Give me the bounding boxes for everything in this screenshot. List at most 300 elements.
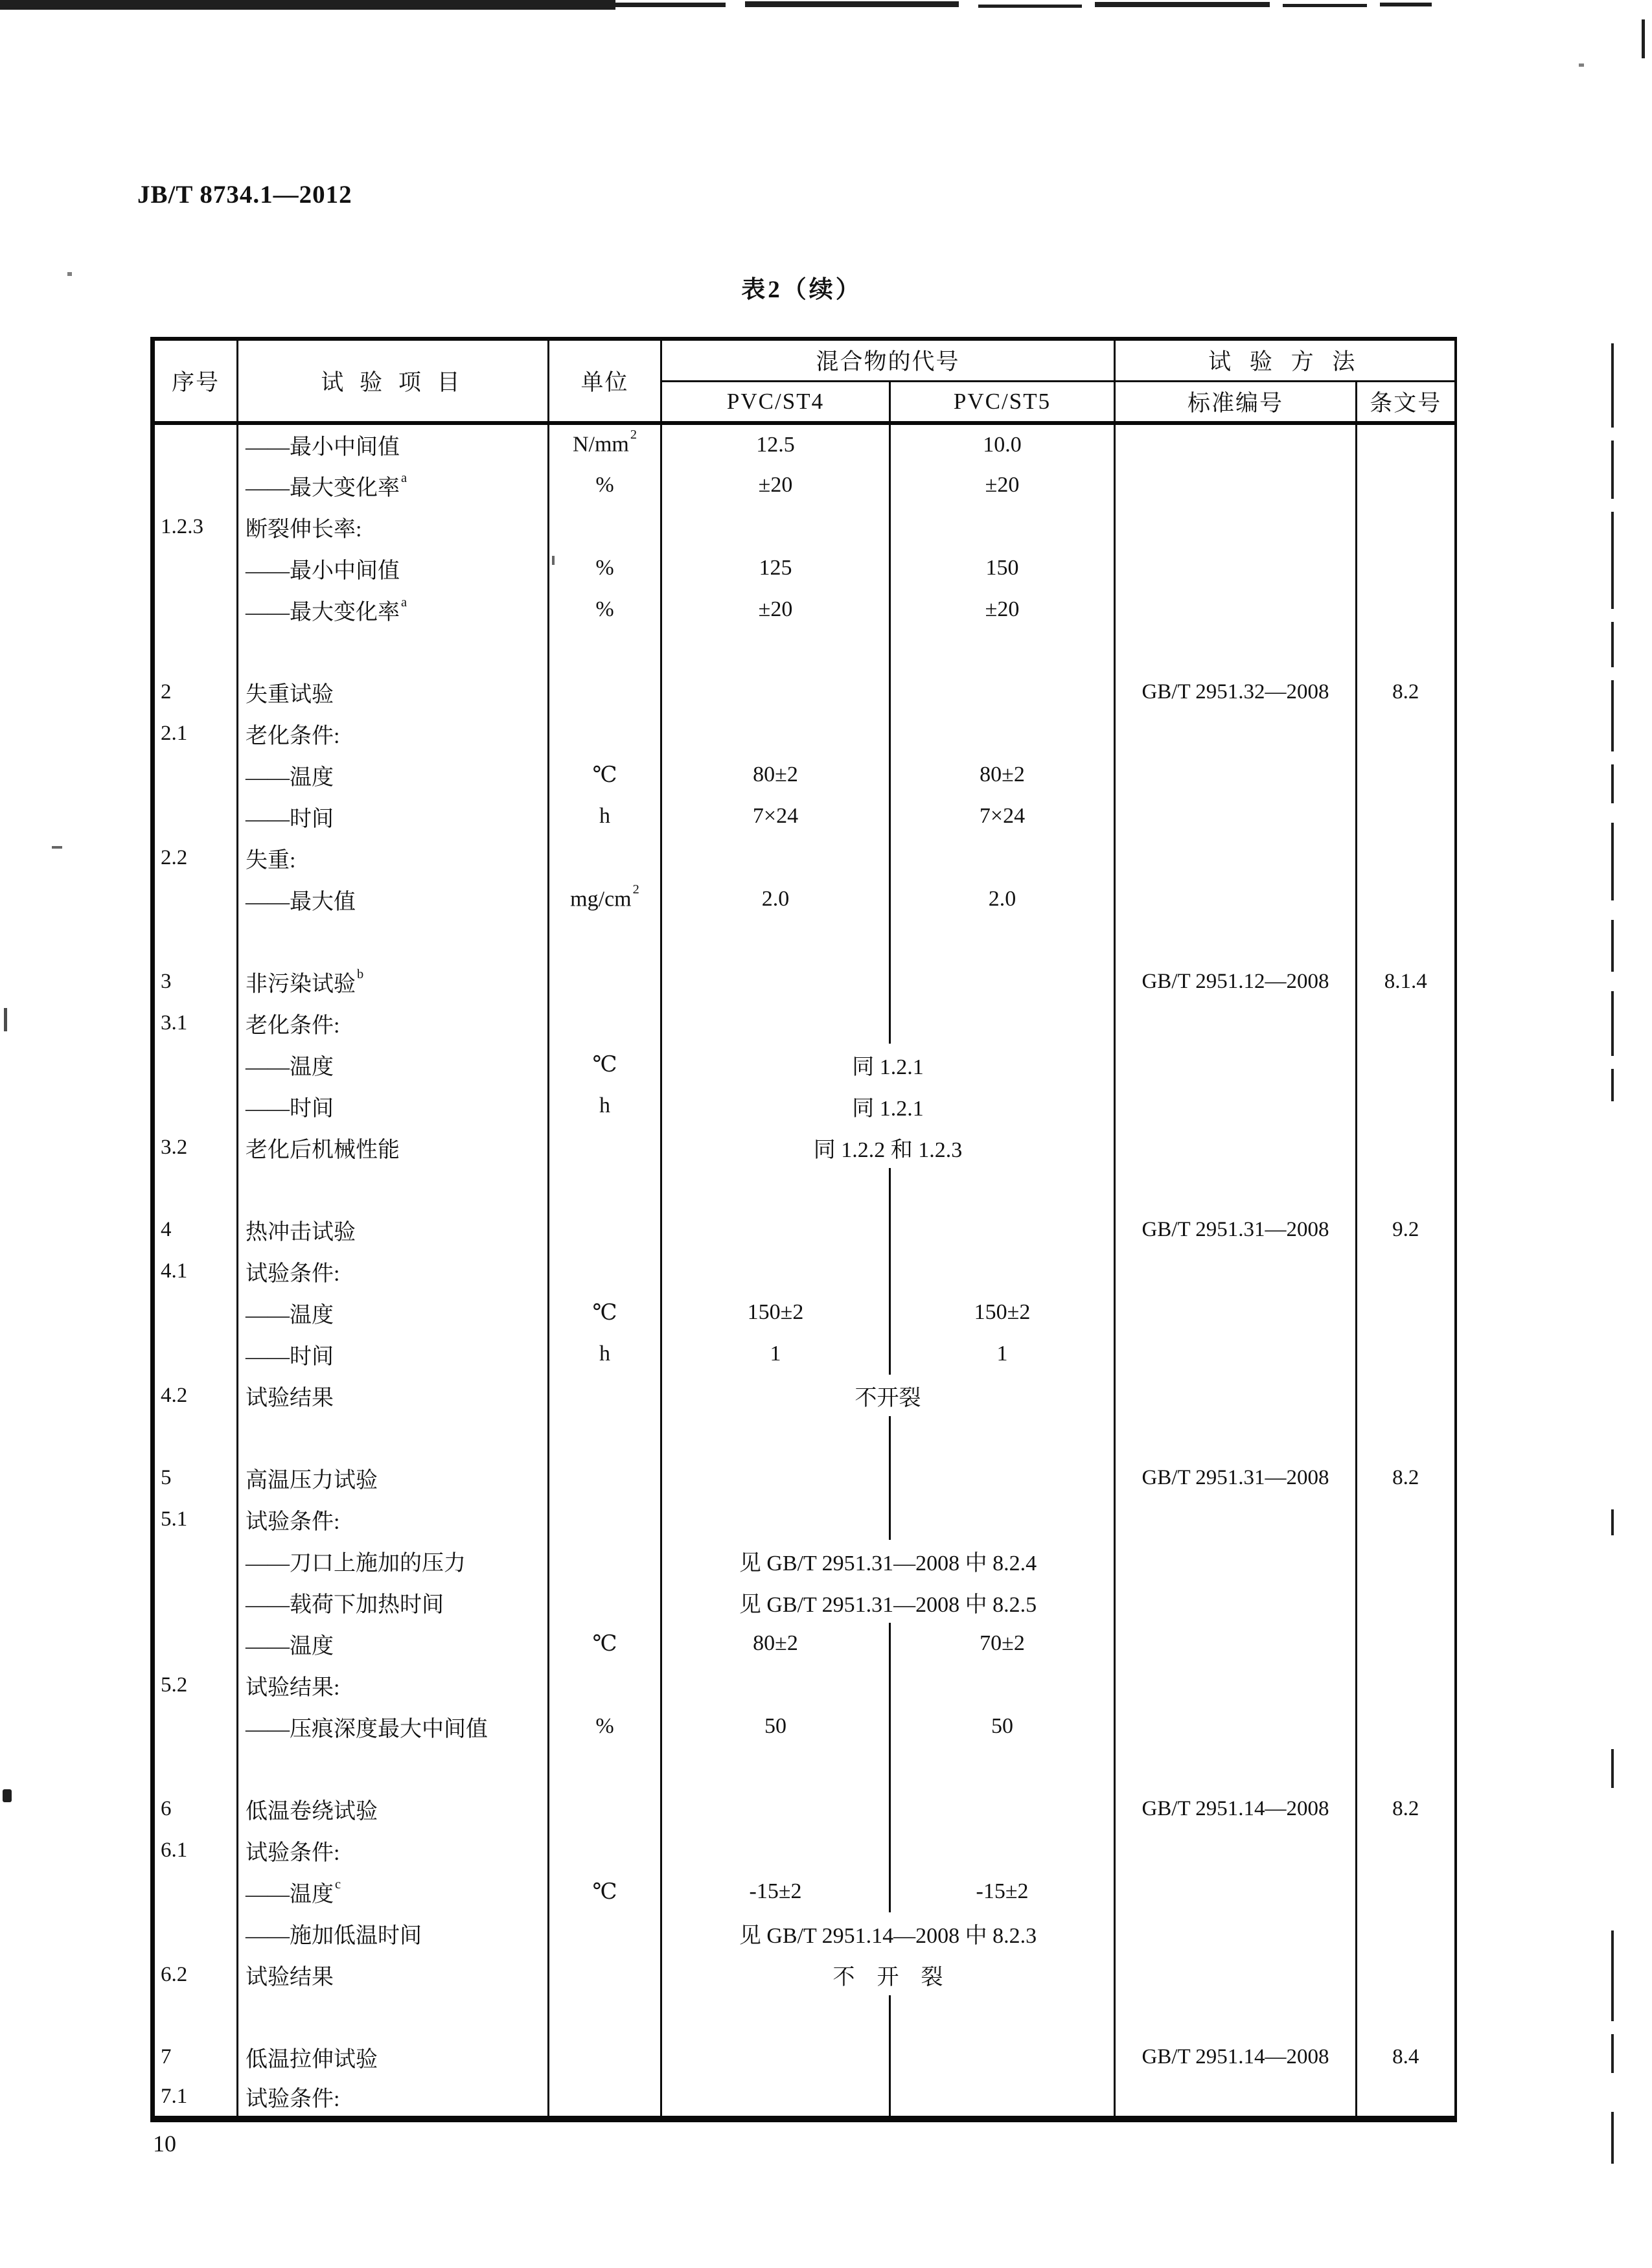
cell-standard [1115, 1127, 1357, 1168]
cell-standard [1115, 1292, 1357, 1333]
cell-item: ——最大变化率$^a$ [238, 589, 549, 630]
header-row-1 [153, 339, 1456, 381]
scan-artifact-vline [1611, 2034, 1614, 2073]
cell-item: 老化后机械性能 [238, 1127, 549, 1168]
cell-value-st4: 50 [661, 1706, 890, 1747]
cell-unit [549, 1581, 661, 1623]
table-row [153, 754, 1456, 796]
cell-standard [1115, 1664, 1357, 1706]
table-row [153, 878, 1456, 920]
cell-standard [1115, 1250, 1357, 1292]
cell-clause: 8.2 [1392, 1796, 1419, 1820]
cell-standard: GB/T 2951.32—2008 [1115, 671, 1357, 713]
cell-value-st5: 2.0 [890, 878, 1115, 920]
cell-unit [549, 2078, 661, 2119]
table-row [153, 671, 1456, 713]
scan-artifact-vline [1611, 1509, 1614, 1535]
cell-clause [1357, 1044, 1456, 1085]
table-row [153, 1457, 1456, 1498]
scan-artifact-vline [1611, 920, 1614, 972]
cell-unit [549, 1002, 661, 1044]
cell-item: 老化条件: [238, 1002, 549, 1044]
header-col-st5: PVC/ST5 [890, 381, 1115, 423]
gap-cell [549, 1747, 661, 1788]
cell-clause [1357, 1333, 1456, 1375]
cell-unit [549, 961, 661, 1002]
cell-no: 4 [153, 1209, 238, 1250]
cell-value-st5 [890, 506, 1115, 547]
gap-cell [153, 1416, 238, 1457]
cell-item: ——温度$^c$ [238, 1871, 549, 1912]
gap-cell [1115, 920, 1357, 961]
cell-value-st4: ±20 [661, 464, 890, 506]
cell-no [153, 1912, 238, 1954]
cell-value-st5: 50 [890, 1706, 1115, 1747]
table-row [153, 1829, 1456, 1871]
gap-cell [890, 920, 1115, 961]
cell-clause [1357, 1623, 1456, 1664]
table-title: 表2（续） [741, 277, 862, 303]
cell-standard [1115, 1498, 1357, 1540]
cell-item: 试验结果 [238, 1375, 549, 1416]
table-row [153, 1002, 1456, 1044]
cell-no: 4.2 [153, 1375, 238, 1416]
cell-unit [549, 1788, 661, 1829]
cell-value-st4 [661, 1002, 890, 1044]
cell-value-st4: 125 [661, 547, 890, 589]
cell-clause: 8.1.4 [1384, 969, 1427, 993]
cell-value-st5 [890, 713, 1115, 754]
cell-value-st5 [890, 837, 1115, 878]
cell-standard [1115, 754, 1357, 796]
cell-value-st5: 1 [890, 1333, 1115, 1375]
table-row [153, 1664, 1456, 1706]
cell-unit: ℃ [549, 1044, 661, 1085]
scan-artifact-vline [1611, 2112, 1614, 2164]
cell-standard [1115, 589, 1357, 630]
cell-no [153, 796, 238, 837]
cell-item: 断裂伸长率: [238, 506, 549, 547]
cell-no: 2 [153, 671, 238, 713]
cell-item: 试验结果 [238, 1954, 549, 1995]
gap-cell [549, 1995, 661, 2036]
section-gap-row [153, 1747, 1456, 1788]
table-row [153, 1375, 1456, 1416]
cell-no: 2.2 [153, 837, 238, 878]
cell-unit: % [549, 547, 661, 589]
cell-unit [549, 671, 661, 713]
cell-unit [549, 1209, 661, 1250]
cell-standard [1115, 506, 1357, 547]
cell-standard: GB/T 2951.14—2008 [1115, 2036, 1357, 2078]
doc-number: JB/T 8734.1—2012 [137, 181, 352, 209]
cell-item: 试验结果: [238, 1664, 549, 1706]
gap-cell [661, 1747, 890, 1788]
header-col-st4: PVC/ST4 [661, 381, 890, 423]
table-row [153, 1127, 1456, 1168]
table-row [153, 423, 1456, 464]
scan-artifact-top-dash [1380, 3, 1432, 6]
page-number: 10 [153, 2131, 176, 2157]
cell-value-st5 [890, 1250, 1115, 1292]
cell-value-st5: 10.0 [890, 423, 1115, 464]
table-row [153, 961, 1456, 1002]
cell-item: ——刀口上施加的压力 [238, 1540, 549, 1581]
cell-clause [1357, 1581, 1456, 1623]
cell-item: ——温度 [238, 1292, 549, 1333]
cell-item: ——施加低温时间 [238, 1912, 549, 1954]
table-row [153, 1540, 1456, 1581]
cell-clause: 8.2 [1392, 1465, 1419, 1489]
cell-no: 5.1 [153, 1498, 238, 1540]
gap-cell [549, 1416, 661, 1457]
cell-item: ——时间 [238, 796, 549, 837]
table-row [153, 1954, 1456, 1995]
cell-clause [1357, 1250, 1456, 1292]
cell-clause [1357, 423, 1456, 464]
cell-clause [1357, 1292, 1456, 1333]
cell-value-st5: 7×24 [890, 796, 1115, 837]
cell-no [153, 1706, 238, 1747]
cell-no: 4.1 [153, 1250, 238, 1292]
cell-value-st4: 80±2 [661, 754, 890, 796]
cell-standard [1115, 1871, 1357, 1912]
cell-no [153, 754, 238, 796]
cell-no [153, 1581, 238, 1623]
cell-unit: $N/mm^2$ [549, 423, 661, 464]
cell-unit: h [549, 1085, 661, 1127]
cell-no: 7.1 [153, 2078, 238, 2119]
gap-cell [238, 630, 549, 671]
cell-standard: GB/T 2951.31—2008 [1115, 1457, 1357, 1498]
scan-artifact-speck [3, 1789, 12, 1802]
cell-unit [549, 1540, 661, 1581]
cell-clause: 9.2 [1392, 1217, 1419, 1241]
cell-no: 5.2 [153, 1664, 238, 1706]
scan-artifact-top-dash [978, 5, 1082, 8]
cell-unit: % [549, 589, 661, 630]
cell-no [153, 878, 238, 920]
table-row [153, 589, 1456, 630]
cell-clause [1357, 1829, 1456, 1871]
section-gap-row [153, 1168, 1456, 1209]
cell-value-st4 [661, 671, 890, 713]
cell-value-span: 同 1.2.2 和 1.2.3 [661, 1127, 1115, 1168]
gap-cell [238, 1747, 549, 1788]
cell-item: ——最小中间值 [238, 423, 549, 464]
gap-cell [661, 1416, 890, 1457]
scan-artifact-vline [1642, 19, 1645, 58]
header-col-clause: 条文号 [1357, 381, 1456, 423]
cell-standard [1115, 837, 1357, 878]
cell-clause [1357, 1540, 1456, 1581]
gap-cell [661, 920, 890, 961]
section-gap-row [153, 1995, 1456, 2036]
table-row [153, 1871, 1456, 1912]
scan-artifact-vline [1611, 680, 1614, 751]
cell-item: ——最大值 [238, 878, 549, 920]
table-row [153, 1292, 1456, 1333]
table-row [153, 1209, 1456, 1250]
header-col-unit: 单位 [549, 339, 661, 423]
gap-cell [890, 1416, 1115, 1457]
cell-clause [1357, 2078, 1456, 2119]
cell-value-st5 [890, 2036, 1115, 2078]
cell-item: ——最小中间值 [238, 547, 549, 589]
cell-item: 失重: [238, 837, 549, 878]
cell-value-st4 [661, 837, 890, 878]
cell-value-span: 同 1.2.1 [661, 1044, 1115, 1085]
scan-artifact-top-dash [745, 1, 959, 7]
cell-value-st5: -15±2 [890, 1871, 1115, 1912]
cell-value-st4 [661, 2036, 890, 2078]
cell-standard [1115, 1954, 1357, 1995]
cell-value-st4: ±20 [661, 589, 890, 630]
cell-value-st4 [661, 961, 890, 1002]
gap-cell [1115, 630, 1357, 671]
header-col-std: 标准编号 [1115, 381, 1357, 423]
cell-unit: ℃ [549, 1292, 661, 1333]
cell-no: 6.2 [153, 1954, 238, 1995]
cell-unit: % [549, 1706, 661, 1747]
cell-item: 试验条件: [238, 1250, 549, 1292]
cell-item: ——温度 [238, 754, 549, 796]
cell-value-st5 [890, 961, 1115, 1002]
gap-cell [1115, 1995, 1357, 2036]
cell-clause [1357, 1085, 1456, 1127]
cell-standard [1115, 1333, 1357, 1375]
gap-cell [153, 1747, 238, 1788]
gap-cell [1115, 1747, 1357, 1788]
cell-no [153, 1871, 238, 1912]
cell-unit [549, 1127, 661, 1168]
gap-cell [153, 1168, 238, 1209]
cell-unit [549, 2036, 661, 2078]
cell-value-st4: 2.0 [661, 878, 890, 920]
table-row [153, 1788, 1456, 1829]
cell-no [153, 464, 238, 506]
cell-value-span: 不开裂 [661, 1375, 1115, 1416]
cell-clause [1357, 1954, 1456, 1995]
scan-artifact-vline [1611, 1749, 1614, 1788]
scan-artifact-vline [1611, 622, 1614, 667]
cell-clause [1357, 464, 1456, 506]
cell-unit: ℃ [549, 1871, 661, 1912]
table-body [153, 423, 1456, 2119]
cell-value-st4 [661, 1829, 890, 1871]
cell-clause [1357, 589, 1456, 630]
cell-unit [549, 1829, 661, 1871]
cell-value-span: 见 GB/T 2951.14—2008 中 8.2.3 [661, 1912, 1115, 1954]
gap-cell [661, 1995, 890, 2036]
table-header [153, 339, 1456, 423]
table-row [153, 1333, 1456, 1375]
cell-value-st4: 12.5 [661, 423, 890, 464]
table-row [153, 1912, 1456, 1954]
cell-clause [1357, 754, 1456, 796]
cell-unit [549, 1457, 661, 1498]
scan-artifact-vline [1611, 1930, 1614, 2021]
cell-standard [1115, 423, 1357, 464]
gap-cell [238, 920, 549, 961]
cell-clause [1357, 1002, 1456, 1044]
cell-unit [549, 506, 661, 547]
cell-value-st4: 7×24 [661, 796, 890, 837]
table-row [153, 1581, 1456, 1623]
cell-no [153, 1540, 238, 1581]
cell-item: 低温拉伸试验 [238, 2036, 549, 2078]
cell-value-st5 [890, 1664, 1115, 1706]
cell-unit [549, 1250, 661, 1292]
cell-no: 6 [153, 1788, 238, 1829]
header-col-mix-group: 混合物的代号 [661, 339, 1115, 381]
cell-value-st4 [661, 1664, 890, 1706]
cell-item: ——时间 [238, 1333, 549, 1375]
cell-clause: 8.4 [1392, 2045, 1419, 2068]
table-row [153, 1623, 1456, 1664]
gap-cell [1357, 920, 1456, 961]
cell-value-span: 同 1.2.1 [661, 1085, 1115, 1127]
header-col-method-group: 试 验 方 法 [1115, 339, 1456, 381]
cell-standard [1115, 1581, 1357, 1623]
cell-standard [1115, 1375, 1357, 1416]
scan-artifact-speck [67, 272, 72, 276]
scan-artifact-speck [52, 846, 62, 849]
cell-standard [1115, 1002, 1357, 1044]
table-row [153, 796, 1456, 837]
table-row [153, 1706, 1456, 1747]
cell-no: 7 [153, 2036, 238, 2078]
cell-standard [1115, 2078, 1357, 2119]
scan-artifact-vline [1611, 512, 1614, 609]
gap-cell [661, 1168, 890, 1209]
cell-standard: GB/T 2951.31—2008 [1115, 1209, 1357, 1250]
cell-standard [1115, 1044, 1357, 1085]
cell-value-st5 [890, 1002, 1115, 1044]
cell-clause [1357, 878, 1456, 920]
cell-value-st4: 80±2 [661, 1623, 890, 1664]
cell-value-st4 [661, 1457, 890, 1498]
cell-value-st4: -15±2 [661, 1871, 890, 1912]
cell-item: ——温度 [238, 1044, 549, 1085]
cell-standard [1115, 713, 1357, 754]
cell-clause [1357, 1871, 1456, 1912]
scan-artifact-top-dash [1095, 2, 1270, 7]
gap-cell [661, 630, 890, 671]
gap-cell [238, 1416, 549, 1457]
cell-unit: h [549, 1333, 661, 1375]
cell-standard [1115, 1623, 1357, 1664]
cell-value-st5: 80±2 [890, 754, 1115, 796]
cell-item: 试验条件: [238, 2078, 549, 2119]
table-row [153, 837, 1456, 878]
gap-cell [549, 630, 661, 671]
cell-standard [1115, 464, 1357, 506]
scan-artifact-vline [1611, 1069, 1614, 1101]
cell-standard [1115, 547, 1357, 589]
cell-clause [1357, 1498, 1456, 1540]
cell-unit: ℃ [549, 1623, 661, 1664]
table-row [153, 464, 1456, 506]
cell-item: 老化条件: [238, 713, 549, 754]
gap-cell [890, 1995, 1115, 2036]
cell-no [153, 423, 238, 464]
cell-no [153, 1085, 238, 1127]
cell-item: ——压痕深度最大中间值 [238, 1706, 549, 1747]
gap-cell [890, 1168, 1115, 1209]
cell-no: 3.1 [153, 1002, 238, 1044]
cell-value-st4 [661, 1250, 890, 1292]
cell-no: 5 [153, 1457, 238, 1498]
cell-value-st4 [661, 2078, 890, 2119]
cell-item: 低温卷绕试验 [238, 1788, 549, 1829]
scan-artifact-speck [1579, 63, 1584, 67]
cell-value-st4 [661, 713, 890, 754]
cell-no [153, 589, 238, 630]
gap-cell [238, 1995, 549, 2036]
scan-artifact-vline [1611, 764, 1614, 803]
cell-unit: % [549, 464, 661, 506]
table-row [153, 1498, 1456, 1540]
cell-item: 试验条件: [238, 1498, 549, 1540]
cell-item: 热冲击试验 [238, 1209, 549, 1250]
gap-cell [1115, 1168, 1357, 1209]
scan-artifact-top-band [0, 0, 615, 10]
cell-standard: GB/T 2951.12—2008 [1115, 961, 1357, 1002]
gap-cell [153, 630, 238, 671]
cell-item: 非污染试验$^b$ [238, 961, 549, 1002]
cell-value-st5: 70±2 [890, 1623, 1115, 1664]
cell-item: ——温度 [238, 1623, 549, 1664]
cell-value-st5 [890, 1788, 1115, 1829]
cell-no [153, 1623, 238, 1664]
cell-no [153, 1333, 238, 1375]
cell-item: 高温压力试验 [238, 1457, 549, 1498]
cell-clause [1357, 1375, 1456, 1416]
cell-standard [1115, 1085, 1357, 1127]
cell-value-st4 [661, 1498, 890, 1540]
cell-value-st5: 150±2 [890, 1292, 1115, 1333]
cell-clause [1357, 1706, 1456, 1747]
cell-no: 6.1 [153, 1829, 238, 1871]
cell-standard: GB/T 2951.14—2008 [1115, 1788, 1357, 1829]
cell-clause [1357, 1664, 1456, 1706]
cell-value-st4 [661, 1788, 890, 1829]
cell-value-st5 [890, 1209, 1115, 1250]
cell-value-span: 不 开 裂 [661, 1954, 1115, 1995]
gap-cell [153, 1995, 238, 2036]
cell-standard [1115, 1829, 1357, 1871]
cell-item: ——最大变化率$^a$ [238, 464, 549, 506]
cell-value-st5 [890, 1498, 1115, 1540]
table-row [153, 1250, 1456, 1292]
table-row [153, 506, 1456, 547]
cell-unit [549, 1375, 661, 1416]
header-col-item: 试 验 项 目 [238, 339, 549, 423]
cell-value-st5: ±20 [890, 464, 1115, 506]
gap-cell [153, 920, 238, 961]
cell-standard [1115, 1706, 1357, 1747]
cell-clause [1357, 1127, 1456, 1168]
cell-clause [1357, 547, 1456, 589]
table-row [153, 2078, 1456, 2119]
gap-cell [1357, 1995, 1456, 2036]
cell-no [153, 547, 238, 589]
cell-no: 1.2.3 [153, 506, 238, 547]
table-row [153, 713, 1456, 754]
header-col-no: 序号 [153, 339, 238, 423]
cell-item: 试验条件: [238, 1829, 549, 1871]
